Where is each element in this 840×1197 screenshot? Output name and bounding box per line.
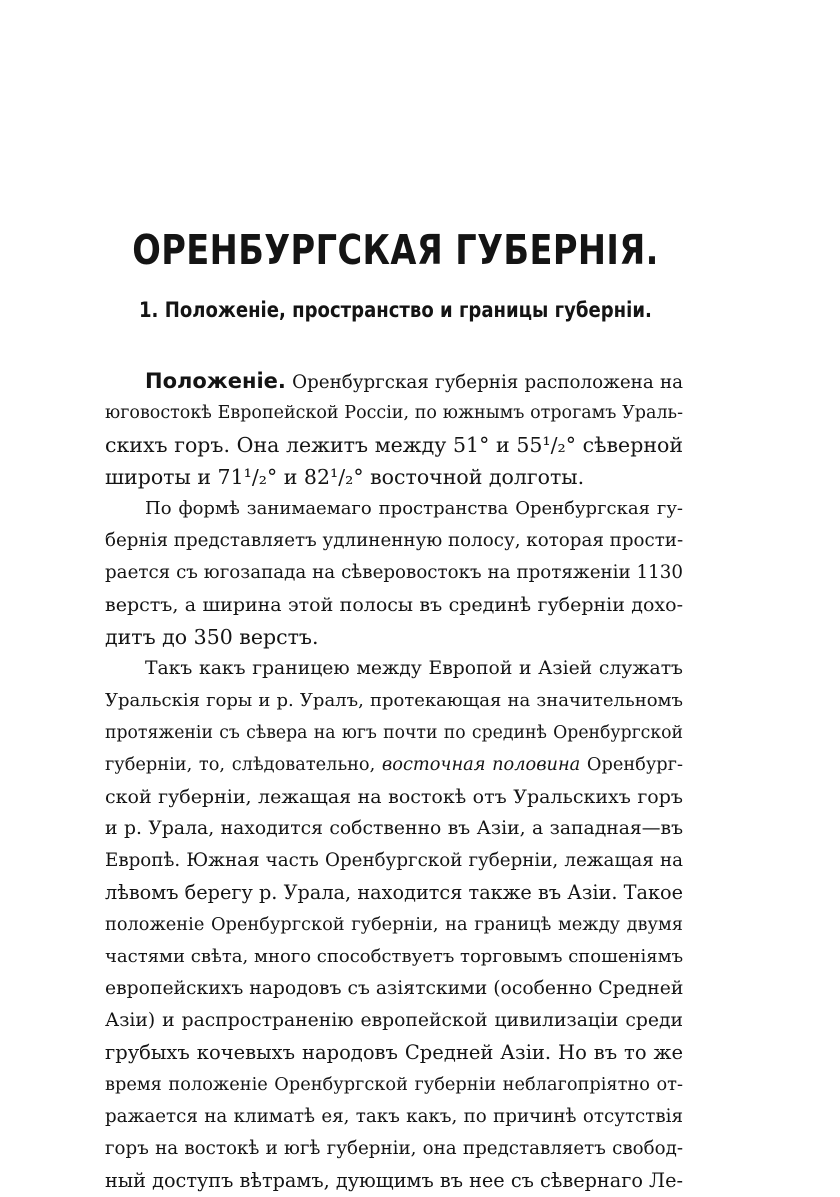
- paragraph-3-line-7: Европѣ. Южная часть Оренбургской губерніи, лежащая на: [105, 850, 683, 871]
- paragraph-2-line-4: верстъ, а ширина этой полосы въ срединѣ губерніи дохо-: [105, 594, 683, 616]
- paragraph-3-line-16: горъ на востокѣ и югѣ губерніи, она представляетъ свобод-: [105, 1138, 683, 1159]
- paragraph-3-line-10: частями свѣта, много способствуетъ торговымъ спошеніямъ: [105, 946, 683, 967]
- paragraph-3-line-6: и р. Урала, находится собственно въ Азіи, а западная—въ: [105, 818, 683, 839]
- paragraph-2-line-2: бернія представляетъ удлиненную полосу, которая прости-: [105, 530, 683, 551]
- paragraph-3-line-17: ный доступъ вѣтрамъ, дующимъ въ нее съ сѣвернаго Ле-: [105, 1169, 683, 1192]
- paragraph-lead: Положеніе.: [145, 369, 286, 393]
- paragraph-3-line-5: ской губерніи, лежащая на востокѣ отъ Уральскихъ горъ: [105, 786, 683, 808]
- paragraph-3-line-11: европейскихъ народовъ съ азіятскими (особенно Средней: [105, 978, 683, 999]
- paragraph-3-line-3: протяженіи съ сѣвера на югъ почти по срединѣ Оренбургской: [105, 723, 683, 743]
- paragraph-3-line-1: Такъ какъ границею между Европой и Азіей служатъ: [145, 658, 683, 679]
- paragraph-1-line-4: широты и 71¹/₂° и 82¹/₂° восточной долготы.: [105, 465, 585, 489]
- paragraph-1-line-1: Положеніе. Оренбургская губернія расположена на: [145, 369, 683, 393]
- page-title: ОРЕНБУРГСКАЯ ГУБЕРНІЯ.: [132, 226, 659, 274]
- paragraph-3-line-2: Уральскія горы и р. Уралъ, протекающая на значительномъ: [105, 690, 683, 711]
- paragraph-3-line-12: Азіи) и распространенію европейской цивилизаціи среди: [105, 1010, 683, 1031]
- paragraph-2-line-1: По формѣ занимаемаго пространства Оренбургская гу-: [145, 498, 683, 519]
- paragraph-2-line-5: дитъ до 350 верстъ.: [105, 625, 319, 649]
- paragraph-3-line-14: время положеніе Оренбургской губерніи неблагопріятно от-: [105, 1075, 683, 1095]
- paragraph-2-line-3: рается съ югозапада на сѣверовостокъ на протяженіи 1130: [105, 562, 683, 583]
- paragraph-3-line-8: лѣвомъ берегу р. Урала, находится также въ Азіи. Такое: [105, 881, 683, 904]
- paragraph-3-line-4: губерніи, то, слѣдовательно, восточная половина Оренбург-: [105, 755, 683, 775]
- paragraph-3-line-9: положеніе Оренбургской губерніи, на границѣ между двумя: [105, 915, 683, 935]
- paragraph-1-line-3: скихъ горъ. Она лежитъ между 51° и 55¹/₂° сѣверной: [105, 433, 683, 457]
- paragraph-3-line-15: ражается на климатѣ ея, такъ какъ, по причинѣ отсутствія: [105, 1106, 683, 1127]
- section-heading: 1. Положеніе, пространство и границы губерніи.: [138, 298, 652, 322]
- paragraph-3-line-13: грубыхъ кочевыхъ народовъ Средней Азіи. Но въ то же: [105, 1041, 683, 1064]
- emphasis-text: восточная половина: [381, 755, 581, 775]
- paragraph-1-line-2: юговостокѣ Европейской Россіи, по южнымъ отрогамъ Ураль-: [105, 403, 683, 423]
